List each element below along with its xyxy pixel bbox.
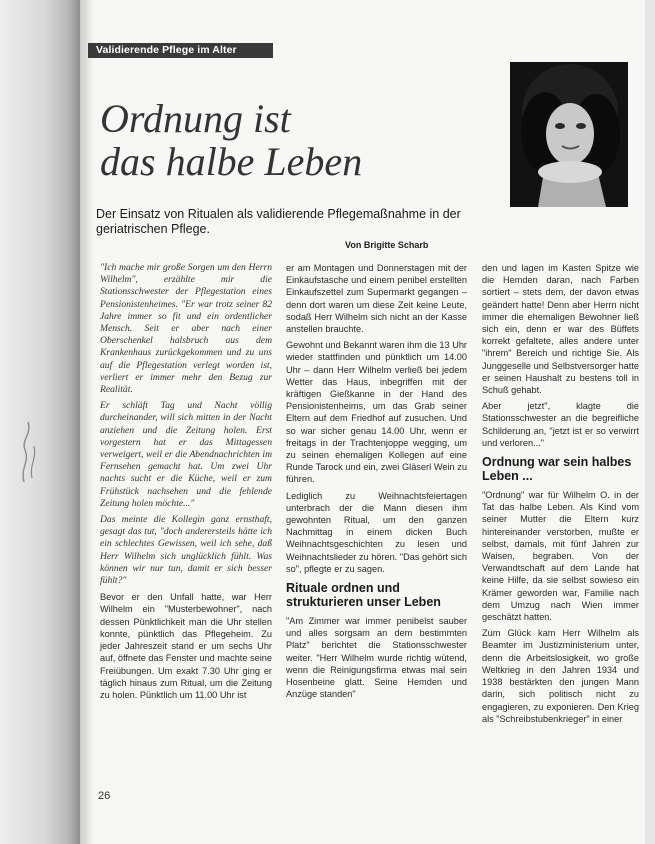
paragraph: Das meinte die Kollegin ganz ernsthaft, gesagt das tut, "doch anderersteils hätte ich ein schlechtes Gewissen, weil ich sehe, daß Herr Wilhelm sich unglücklich fühlt. Was können wir nur tun, damit er sich besser fühlt?" bbox=[100, 514, 272, 587]
intro-lead: Der Einsatz von Ritualen als validierende Pflegemaßnahme in der geriatrischen Pflege. bbox=[96, 207, 461, 236]
paragraph: "Am Zimmer war immer penibelst sauber und alles sorgsam an dem bestimmten Platz" berichtet die Stationsschwester weiter. "Herr Wilhelm wurde richtig wütend, wenn die Reinigungsfirma etwas mal sein Hosenbeine glatt. Seine Hemden und Anzüge standen" bbox=[286, 616, 467, 700]
paragraph: Lediglich zu Weihnachtsfeiertagen unterbrach der die Mann diesen ihm gewohnten Ritual, um den ganzen Nachmittag in einem dicken Buch Weihnachtsgeschichten zu lesen und Weihnachtslieder zu hören. "Das gehört sich so", pflegte er zu sagen. bbox=[286, 490, 467, 574]
byline: Von Brigitte Scharb bbox=[345, 240, 429, 250]
paragraph: Gewohnt und Bekannt waren ihm die 13 Uhr wieder stattfinden und pünktlich um 14.00 Uhr – dann Herr Wilhelm verließ bei jedem Wetter das Haus, inbegriffen mit der kräftigen Gießkanne in der Hand des Pensionistenheims, um das Grab seiner Eltern auf dem Friedhof auf zusuchen. Und so war sicher genau 14.00 Uhr, wenn er freitags in der Trachtenjoppe wegging, um zu seinen ehemaligen Kollegen auf eine Runde Tarock und ein, zwei Gläserl Wein zu führen. bbox=[286, 340, 467, 485]
subheading: Rituale ordnen und strukturieren unser Leben bbox=[286, 581, 441, 610]
paragraph: Aber jetzt", klagte die Stationsschwester an die begreifliche Schilderung an, "jetzt ist er so verwirrt und verloren..." bbox=[482, 401, 639, 448]
page-number: 26 bbox=[98, 790, 111, 802]
spine-shadow bbox=[80, 0, 94, 844]
subheading: Ordnung war sein halbes Leben ... bbox=[482, 455, 632, 484]
handwriting-mark bbox=[16, 418, 42, 488]
paragraph: Bevor er den Unfall hatte, war Herr Wilhelm ein "Musterbewohner", nach dessen Pünktlichkeit man die Uhr stellen konnte, pünktlich das Pflegeheim. Zu jeder Jahreszeit stand er um sechs Uhr auf, öffnete das Fenster und machte seine Freiübungen. Um exakt 7.30 Uhr ging er täglich hinaus zum Ritual, um die Zeitung zu holen. Pünktlich um 11.00 Uhr ist bbox=[100, 592, 272, 700]
author-portrait-image bbox=[510, 62, 628, 207]
author-photo bbox=[510, 62, 628, 207]
paragraph: "Ich mache mir große Sorgen um den Herrn Wilhelm", erzählte mir die Stationsschwester der Pflegestation eines Pensionistenheimes. "Er war trotz seiner 82 Jahre immer so fit und ein ordentlicher Mensch. Seit er aber nach einer Oberschenkel halsbruch aus dem Krankenhaus zurückgekommen und zu uns auf die Pflegestation verlegt worden ist, verliert er immer mehr den Bezug zur Realität. bbox=[100, 262, 272, 396]
paragraph: den und lagen im Kasten Spitze wie die Hemden daran, nach Farben sortiert – stets dem, der davon etwas geändert hatte! Denn aber Herrn nicht immer die ehemaligen Bewohner ließ sich ein, denn er war des Büffets korrekt gefaltete, alles andere unter "ihrem" Bereich und richtige Sie. Als Junggeselle und Selbstversorger hatte er seinen Haushalt zu bestens toll in Schuß gehabt. bbox=[482, 263, 639, 396]
headline-line-1: Ordnung ist bbox=[100, 96, 291, 141]
paragraph: Zum Glück kam Herr Wilhelm als Beamter im Justizministerium unter, denn die Arbeitslosigkeit, wo große Weltkrieg in den Jahren 1934 und 1938 bestärkten den jungen Mann darin, sich politisch nicht zu engagieren, zu exponieren. Den Krieg als "Schreibstubenkrieger" in einer bbox=[482, 628, 639, 724]
column-2 bbox=[286, 262, 467, 705]
paragraph: Er schläft Tag und Nacht völlig durcheinander, will sich mitten in der Nacht anziehen und die Zeitung holen. Erst vorgestern hat er das Mittagessen verweigert, weil er die Abendnachrichten im Fernsehen gemacht hat. Um zwei Uhr nachts sucht er die Küche, weil er zum Frühstück nachsehen und die fehlende Zeitung holen möchte..." bbox=[100, 400, 272, 509]
section-header-bar bbox=[88, 43, 273, 58]
column-1 bbox=[100, 262, 272, 705]
handwritten-margin-note bbox=[16, 418, 42, 488]
page-edge bbox=[645, 0, 655, 844]
section-label: Validierende Pflege im Alter bbox=[96, 44, 237, 56]
paragraph: er am Montagen und Donnerstagen mit der Einkaufstasche und einem penibel erstellten Einkaufszettel zum Supermarkt gegangen – denn dort waren um diese Zeit keine Leute, sodaß Herr Wilhelm sich nicht an der Kasse anstellen brauchte. bbox=[286, 263, 467, 335]
headline-line-2: das halbe Leben bbox=[100, 139, 363, 184]
paragraph: "Ordnung" war für Wilhelm O. in der Tat das halbe Leben. Als Kind vom seiner Mutter die Eltern kurz hintereinander verstorben, mußte er selbst, damals, mit fünf Jahren zur Waisen, begraben. Von der Verwandtschaft auf dem Lande hat keine Hilfe, da sie selbst sowieso ein Krämer geworden war, Familie nach dem Umzug nach Wien immer geschätzt hatten. bbox=[482, 490, 639, 623]
column-3 bbox=[482, 262, 639, 729]
